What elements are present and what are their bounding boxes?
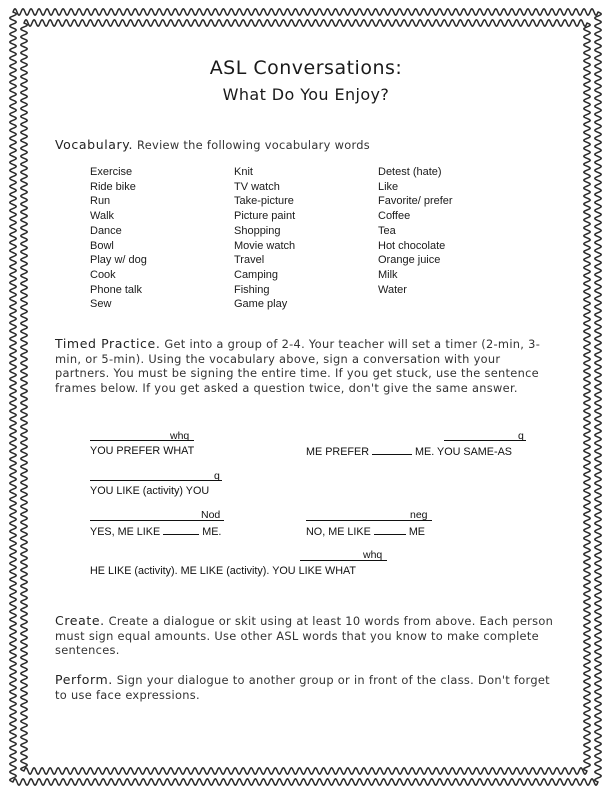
sentence-frame-5-end: ME [408,526,426,538]
sentence-frame-5-start: NO, ME LIKE [306,526,371,538]
page-subtitle: What Do You Enjoy? [222,85,390,104]
gloss-line [444,440,526,441]
timed-practice-instructions [55,337,555,395]
vocab-word: Play w/ dog [90,254,147,267]
vocab-word: Cook [90,268,116,281]
vocab-word: Take-picture [234,195,294,208]
vocab-word: Coffee [378,210,411,223]
sentence-frame-1: YOU PREFER WHAT [90,445,195,457]
fill-in-blank [163,525,199,535]
sentence-frame-6 [90,565,356,577]
vocab-word: Ride bike [90,180,136,193]
gloss-line [90,480,222,481]
vocab-word: Shopping [234,224,281,237]
fill-in-blank [374,525,406,535]
vocab-word: Orange juice [378,254,441,267]
timed-practice-text: Get into a group of 2-4. Your teacher will set a timer (2-min, 3-min, or 5-min). Using the vocabulary above, sign a conversation with your partners. You must be signing the entire time. If you get stuck, use the sentence frames below. If you get asked a question twice, don't give the same answer. [55,337,541,395]
vocab-word: Tea [378,224,396,237]
vocab-word: Like [378,180,399,193]
vocab-word: Sew [90,298,112,311]
create-heading: Create. [55,613,105,628]
vocab-column-2 [234,165,295,312]
vocab-word: Picture paint [234,210,296,223]
sentence-frame-2 [306,445,512,458]
sentence-frame-3: YOU LIKE (activity) YOU [90,485,210,497]
nmm-gloss-whq: whq [363,549,383,561]
vocab-word: Knit [234,166,253,178]
perform-text: Sign your dialogue to another group or in front of the class. Don't forget to use face expressions. [55,673,550,702]
vocab-word: Favorite/ prefer [378,195,453,208]
sentence-frame-6-end: YOU LIKE WHAT [272,565,356,577]
sentence-frame-2-start: ME PREFER [306,446,369,458]
sentence-frame-4-end: ME. [202,526,222,538]
page-title: ASL Conversations: [209,57,403,79]
sentence-frame-6-start: HE LIKE (activity). ME LIKE (activity). [90,565,270,577]
vocab-word: Detest (hate) [378,166,442,178]
sentence-frame-5 [306,525,425,538]
nmm-gloss-q: q [518,430,524,442]
vocab-word: Fishing [234,283,270,296]
fill-in-blank [372,445,412,455]
nmm-gloss-q: q [214,470,220,482]
vocab-word: Run [90,195,111,208]
nmm-gloss-whq: whq [170,430,190,442]
vocab-word: Game play [234,298,288,311]
perform-instructions [55,673,555,702]
sentence-frame-2-end: ME. YOU SAME-AS [415,446,512,458]
vocabulary-text: Review the following vocabulary words [133,138,371,152]
vocabulary-heading: Vocabulary. [55,137,134,152]
vocab-word: Travel [234,254,265,267]
vocab-word: Walk [90,210,115,223]
nmm-gloss-neg: neg [410,509,428,521]
sentence-frame-4-start: YES, ME LIKE [90,526,161,538]
vocab-word: Hot chocolate [378,239,446,252]
timed-practice-heading: Timed Practice. [55,336,161,351]
vocab-word: Phone talk [90,283,142,296]
perform-heading: Perform. [55,672,113,687]
vocab-word: TV watch [234,180,280,193]
create-text: Create a dialogue or skit using at least 10 words from above. Each person must sign equal amounts. Use other ASL words that you know to make complete sentences. [55,614,554,658]
vocab-word: Dance [90,224,122,237]
vocab-word: Milk [378,268,398,281]
vocab-word: Water [378,283,407,296]
sentence-frame-4 [90,525,221,538]
vocabulary-instructions [55,138,555,153]
vocab-word: Exercise [90,166,133,178]
nmm-gloss-nod: Nod [201,509,221,521]
create-instructions [55,614,555,658]
vocab-word: Bowl [90,239,114,252]
vocab-word: Camping [234,268,279,281]
vocab-column-1 [90,165,147,312]
vocab-word: Movie watch [234,239,296,252]
vocab-column-3 [378,165,453,297]
